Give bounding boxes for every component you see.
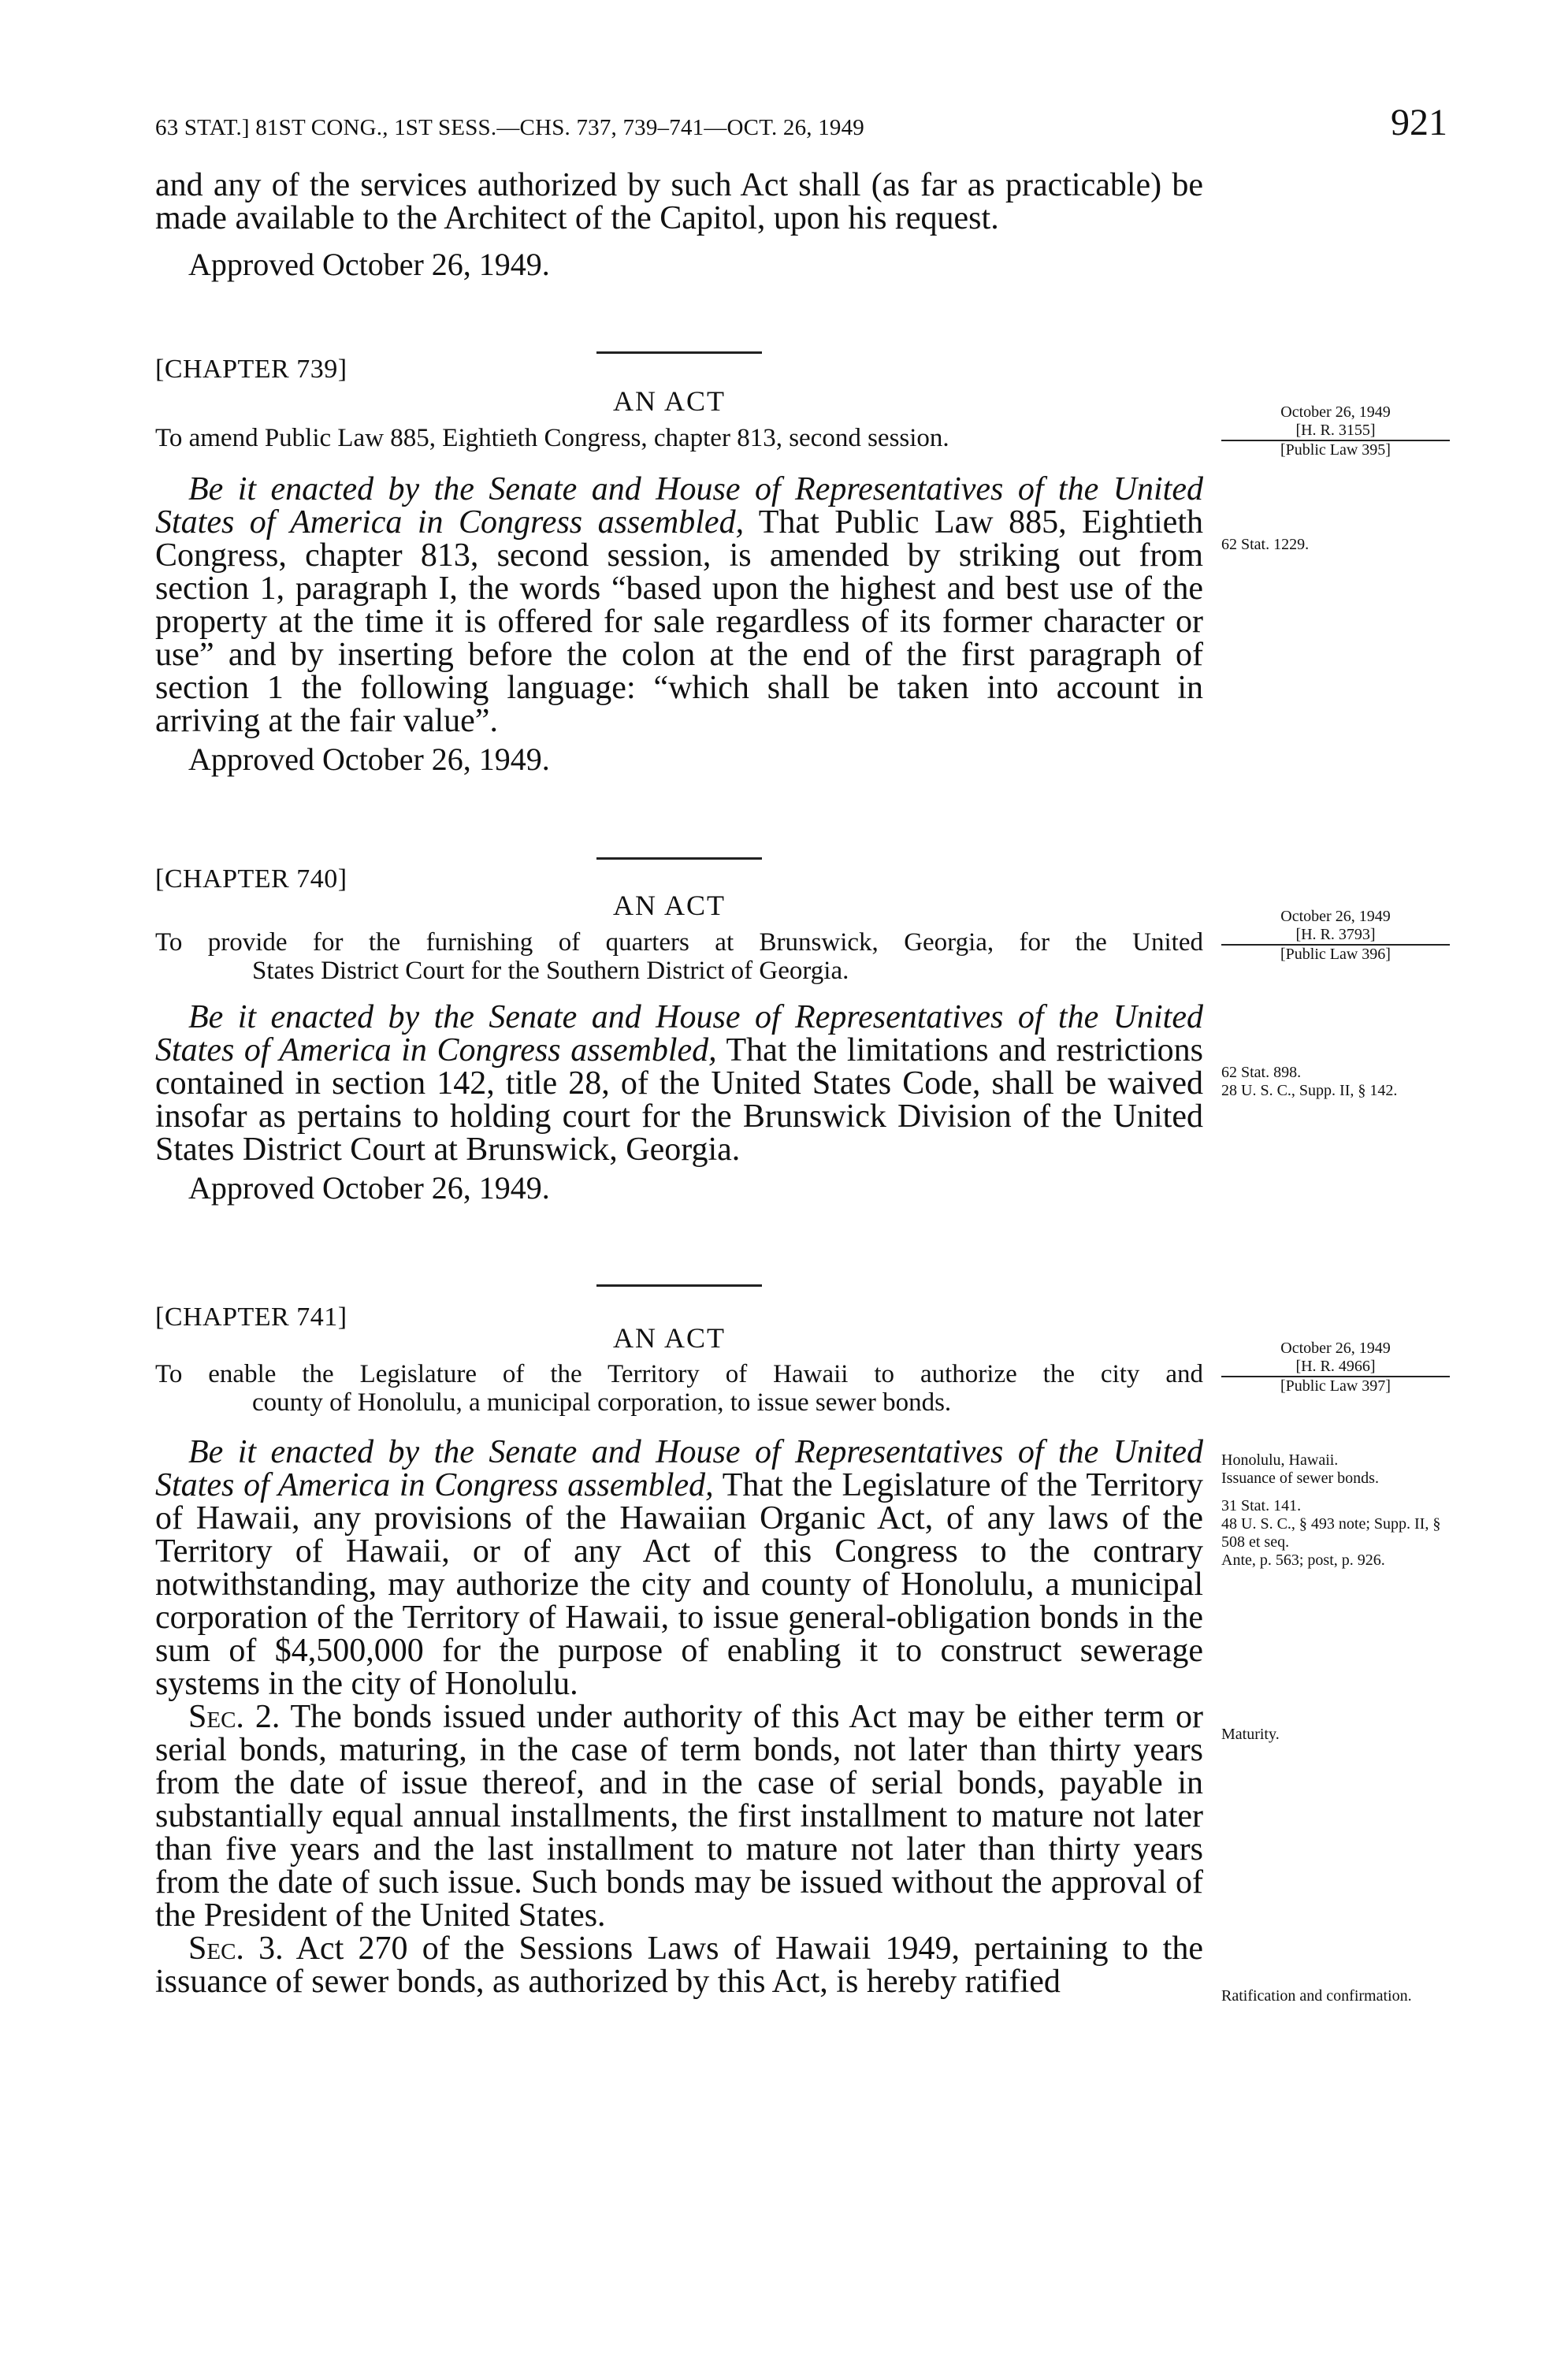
enacting-formula: Be it enacted by the Senate and House of Representatives of the United States of America in Congress assembled,: [155, 1434, 1203, 1503]
chapter-740-sidenote-ref: 62 Stat. 898. 28 U. S. C., Supp. II, § 142.: [1221, 1064, 1398, 1099]
chapter-741-sidenote: [1221, 1340, 1450, 1395]
sidenote-public-law: [Public Law 397]: [1280, 1377, 1391, 1395]
running-head-citation: 63 STAT.] 81ST CONG., 1ST SESS.—CHS. 737, 739–741—OCT. 26, 1949: [155, 115, 864, 140]
continuation-text: [155, 169, 1203, 282]
chapter-741-rule: [596, 1284, 762, 1287]
enacting-text: That the limitations and restrictions contained in section 142, title 28, of the United States Code, shall be waived insofar as pertains to holding court for the Brunswick Division of the United States District Court at Brunswick, Georgia.: [155, 1032, 1203, 1168]
page-number: 921: [1391, 102, 1447, 143]
chapter-741-sidenote-heading: Honolulu, Hawaii. Issuance of sewer bonds.: [1221, 1451, 1379, 1487]
chapter-741-sidenote-maturity: Maturity.: [1221, 1726, 1280, 1743]
chapter-739-label: [CHAPTER 739]: [155, 355, 347, 384]
chapter-739-body: [155, 473, 1203, 777]
chapter-741-sidenote-ratification: Ratification and confirmation.: [1221, 1987, 1412, 2005]
chapter-741-label: [CHAPTER 741]: [155, 1302, 347, 1332]
chapter-740-title: [155, 928, 1203, 985]
chapter-741-sidenote-ref: 31 Stat. 141. 48 U. S. C., § 493 note; Supp. II, § 508 et seq. Ante, p. 563; post, p. 926.: [1221, 1497, 1441, 1569]
chapter-740-rule: [596, 857, 762, 860]
chapter-739-sidenote: [1221, 403, 1450, 459]
chapter-740-enacting-clause: [155, 1001, 1203, 1166]
continuation-paragraph: and any of the services authorized by such Act shall (as far as practicable) be made available to the Architect of the Capitol, upon his request.: [155, 167, 1203, 236]
chapter-739-an-act: AN ACT: [613, 385, 726, 417]
sidenote-bill: [H. R. 4966]: [1221, 1358, 1450, 1377]
enacting-formula: Be it enacted by the Senate and House of Representatives of the United States of America in Congress assembled,: [155, 471, 1203, 541]
sidenote-bill: [H. R. 3155]: [1221, 422, 1450, 441]
section-3-text: Act 270 of the Sessions Laws of Hawaii 1949, pertaining to the issuance of sewer bonds, as authorized by this Act, is hereby ratified: [155, 1931, 1203, 2000]
chapter-739-title: [155, 424, 1203, 452]
chapter-739-rule: [596, 351, 762, 354]
chapter-740-an-act: AN ACT: [613, 890, 726, 921]
chapter-741-title: [155, 1360, 1203, 1417]
chapter-740-label: [CHAPTER 740]: [155, 864, 347, 894]
chapter-741-section-3: [155, 1932, 1203, 1998]
sidenote-bill: [H. R. 3793]: [1221, 926, 1450, 946]
chapter-741-body: [155, 1436, 1203, 1998]
chapter-739-sidenote-ref: 62 Stat. 1229.: [1221, 536, 1310, 553]
chapter-741-title-line1: To enable the Legislature of the Territory of Hawaii to authorize the city and: [155, 1360, 1203, 1388]
enacting-text: That the Legislature of the Territory of Hawaii, any provisions of the Hawaiian Organic Act, of any laws of the Territory of Hawaii, or of any Act of this Congress to the contrary notwithstanding, may authorize the city and county of Honolulu, a municipal corporation of the Territory of Hawaii, to issue general-obligation bonds in the sum of $4,500,000 for the purpose of enabling it to construct sewerage systems in the city of Honolulu.: [155, 1467, 1203, 1702]
chapter-741-title-line2: county of Honolulu, a municipal corporation, to issue sewer bonds.: [252, 1388, 952, 1417]
sidenote-date: October 26, 1949: [1280, 403, 1391, 421]
chapter-739-title-line1: To amend Public Law 885, Eightieth Congress, chapter 813, second session.: [155, 424, 949, 452]
section-2-text: The bonds issued under authority of this Act may be either term or serial bonds, maturing, in the case of term bonds, not later than thirty years from the date of issue thereof, and in the case of serial bonds, payable in substantially equal annual installments, the first installment to mature not later than five years and the last installment to mature not later than thirty years from the date of such issue. Such bonds may be issued without the approval of the President of the United States.: [155, 1699, 1203, 1934]
sidenote-public-law: [Public Law 396]: [1280, 946, 1391, 963]
chapter-739-enacting-clause: [155, 473, 1203, 738]
chapter-740-approved: Approved October 26, 1949.: [188, 1170, 550, 1206]
chapter-740-title-line1: To provide for the furnishing of quarters at Brunswick, Georgia, for the United: [155, 928, 1203, 957]
chapter-740-title-line2: States District Court for the Southern District of Georgia.: [252, 957, 849, 985]
chapter-740-sidenote: [1221, 908, 1450, 964]
sidenote-date: October 26, 1949: [1280, 1340, 1391, 1357]
sidenote-date: October 26, 1949: [1280, 908, 1391, 925]
enacting-formula: Be it enacted by the Senate and House of Representatives of the United States of America in Congress assembled,: [155, 999, 1203, 1068]
chapter-740-body: [155, 1001, 1203, 1206]
continuation-approved: Approved October 26, 1949.: [188, 247, 550, 282]
running-head: [155, 101, 1447, 156]
chapter-741-section-2: [155, 1700, 1203, 1932]
section-3-label: Sec. 3.: [188, 1931, 284, 1967]
enacting-text: That Public Law 885, Eightieth Congress, chapter 813, second session, is amended by striking out from section 1, paragraph I, the words “based upon the highest and best use of the property at the time it is offered for sale regardless of its former character or use” and by inserting before the colon at the end of the first paragraph of section 1 the following language: “which shall be taken into account in arriving at the fair value”.: [155, 504, 1203, 739]
section-2-label: Sec. 2.: [188, 1699, 281, 1735]
chapter-739-approved: Approved October 26, 1949.: [188, 741, 550, 777]
sidenote-public-law: [Public Law 395]: [1280, 441, 1391, 459]
chapter-741-an-act: AN ACT: [613, 1322, 726, 1354]
chapter-741-enacting-clause: [155, 1436, 1203, 1700]
